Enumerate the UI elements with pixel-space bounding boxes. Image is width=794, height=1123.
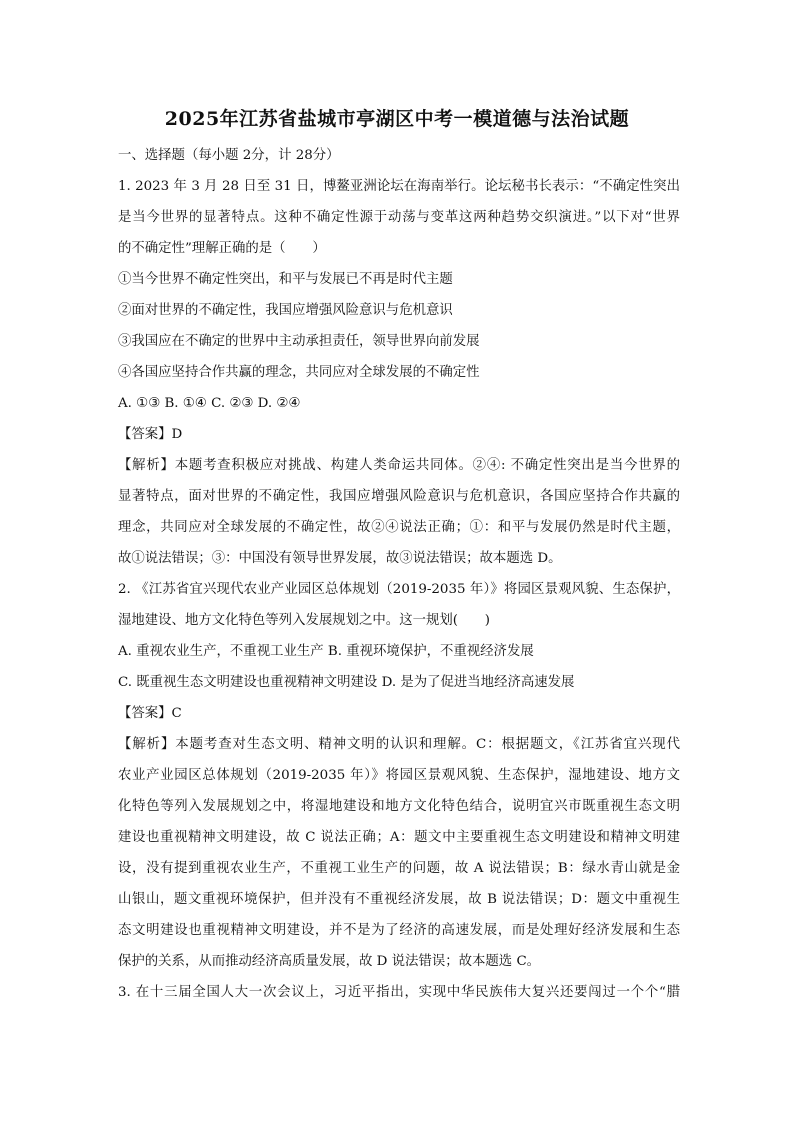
q2-analysis-line: 农业产业园区总体规划（2019-2035 年）》将园区景观风貌、生态保护，湿地建设、地方文 [118,768,680,783]
section-heading: 一、选择题（每小题 2分，计 28分） [118,148,340,163]
q2-analysis-line: 山银山，题文重视环境保护，但并没有不重视经济发展，故 B 说法错误；D：题文中重视生 [118,892,680,907]
q1-statement: ②面对世界的不确定性，我国应增强风险意识与危机意识 [118,303,453,318]
q1-analysis-line: 故①说法错误；③：中国没有领导世界发展，故③说法错误；故本题选 D。 [118,551,562,566]
q1-statement: ④各国应坚持合作共赢的理念，共同应对全球发展的不确定性 [118,365,480,380]
q1-statement: ①当今世界不确定性突出，和平与发展已不再是时代主题 [118,272,453,287]
q1-answer: 【答案】D [118,427,183,442]
q2-analysis-line: 保护的关系，从而推动经济高质量发展，故 D 说法错误；故本题选 C。 [118,954,541,969]
q1-analysis-line: 【解析】本题考查积极应对挑战、构建人类命运共同体。②④: 不确定性突出是当今世界的 [118,458,680,473]
q2-analysis-line: 【解析】本题考查对生态文明、精神文明的认识和理解。C：根据题文，《江苏省宜兴现代 [118,737,680,752]
q2-analysis-line: 建设也重视精神文明建设，故 C 说法正确；A：题文中主要重视生态文明建设和精神文明建 [118,830,680,845]
q1-stem-line: 是当今世界的显著特点。这种不确定性源于动荡与变革这两种趋势交织演进。”以下对“世界 [118,210,680,225]
q1-analysis-line: 理念，共同应对全球发展的不确定性，故②④说法正确；①：和平与发展仍然是时代主题， [118,520,680,535]
q1-stem-line: 1. 2023 年 3 月 28 日至 31 日，博鳌亚洲论坛在海南举行。论坛秘书长表示：“不确定性突出 [118,179,680,194]
q2-analysis-line: 化特色等列入发展规划之中，将湿地建设和地方文化特色结合，说明宜兴市既重视生态文明 [118,799,680,814]
q1-analysis-line: 显著特点，面对世界的不确定性，我国应增强风险意识与危机意识，各国应坚持合作共赢的 [118,489,680,504]
q2-options: C. 既重视生态文明建设也重视精神文明建设 D. 是为了促进当地经济高速发展 [118,675,575,690]
q2-stem-line: 湿地建设、地方文化特色等列入发展规划之中。这一规划( ) [118,613,490,628]
q2-options: A. 重视农业生产，不重视工业生产 B. 重视环境保护，不重视经济发展 [118,644,534,659]
document-title: 2025年江苏省盐城市亭湖区中考一模道德与法治试题 [164,108,630,130]
q1-statement: ③我国应在不确定的世界中主动承担责任，领导世界向前发展 [118,334,480,349]
q2-analysis-line: 设，没有提到重视农业生产，不重视工业生产的问题，故 A 说法错误；B：绿水青山就是金 [118,861,680,876]
q2-answer: 【答案】C [118,706,182,721]
q3-stem-line: 3. 在十三届全国人大一次会议上，习近平指出，实现中华民族伟大复兴还要闯过一个个“腊 [118,985,680,1000]
q1-options: A. ①③ B. ①④ C. ②③ D. ②④ [118,396,301,411]
q2-stem-line: 2. 《江苏省宜兴现代农业产业园区总体规划（2019-2035 年）》将园区景观风貌、生态保护， [118,582,680,597]
q1-stem-line: 的不确定性”理解正确的是（ ） [118,241,326,256]
q2-analysis-line: 态文明建设也重视精神文明建设，并不是为了经济的高速发展，而是处理好经济发展和生态 [118,923,680,938]
document-body [118,140,680,1008]
